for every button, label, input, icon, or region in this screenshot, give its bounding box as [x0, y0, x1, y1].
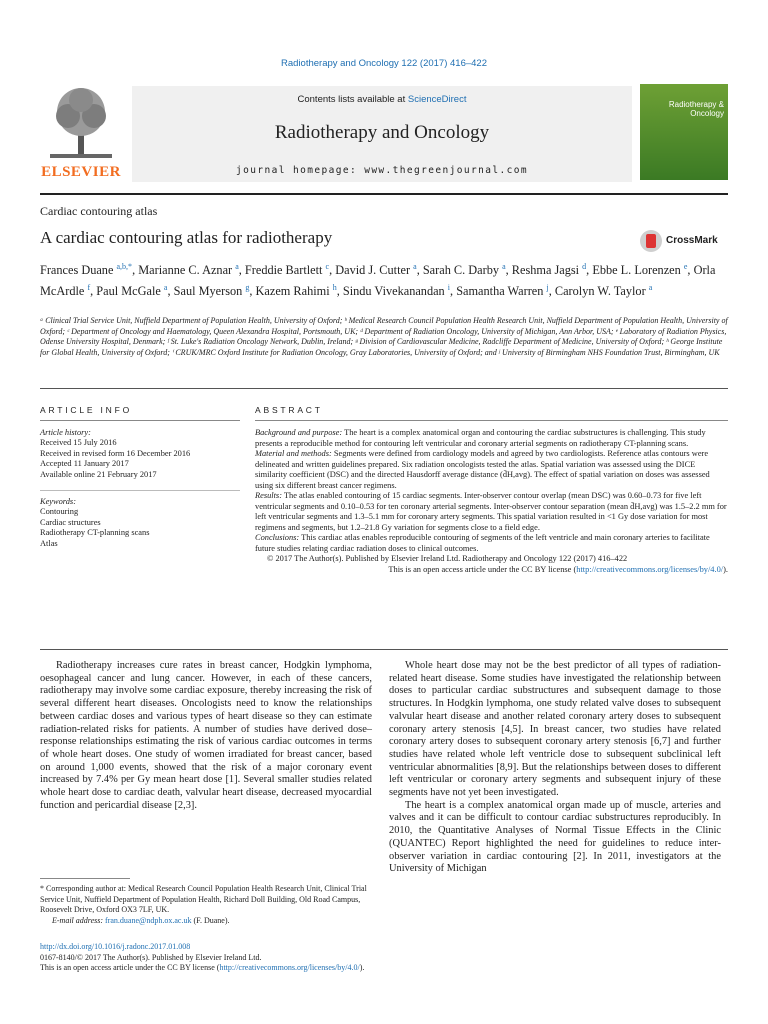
author-affiliation-marker[interactable]: a — [502, 262, 506, 271]
footer-license-link[interactable]: http://creativecommons.org/licenses/by/4.0/ — [219, 963, 360, 973]
license-suffix: ). — [723, 564, 728, 574]
abstract-results-label: Results: — [255, 491, 282, 500]
author-list: Frances Duane $^{a,b,*}$, Marianne C. Aznar $^a$, Freddie Bartlett $^c$, David J. Cutter $^a$, Sarah C. Darby $^a$, Reshma Jagsi $^d$, Ebbe L. Lorenzen $^e$, Orla McArdle $^f$, Paul McGale $^a$, Saul Myerson $^g$, Kazem Rahimi $^h$, Sindu Vivekanandan $^i$, Samantha Warren $^j$, Carolyn W. Taylor $^a$ — [40, 262, 716, 299]
abstract-methods-label: Material and methods: — [255, 449, 332, 458]
author-affiliation-marker[interactable]: g — [245, 283, 250, 293]
author-affiliation-marker[interactable]: c — [325, 262, 330, 271]
author-name-text: Freddie Bartlett — [244, 263, 323, 278]
history-label: Article history: — [40, 428, 91, 437]
keyword: Radiotherapy CT-planning scans — [40, 528, 150, 538]
author-name — [512, 263, 586, 277]
author-name-text: Paul McGale — [96, 284, 161, 299]
abstract-conclusions-label: Conclusions: — [255, 533, 300, 542]
keyword: Cardiac structures — [40, 517, 101, 527]
author-affiliation-marker[interactable]: a — [163, 283, 168, 293]
author-name — [96, 284, 167, 298]
keyword: Contouring — [40, 507, 79, 517]
abstract-bg: The heart is a complex anatomical organ and contouring the cardiac substructures is challenging. This study presents a reproducible method for contouring left ventricular and coronary arterial segments on radiotherapy CT-planning scans. — [255, 428, 706, 448]
author-affiliation-marker[interactable]: a — [235, 262, 239, 271]
author-name — [174, 284, 250, 298]
author-name-text: Frances Duane — [40, 263, 114, 278]
author-name — [335, 263, 416, 277]
abstract-heading: ABSTRACT — [255, 405, 323, 415]
body-paragraph: Whole heart dose may not be the best predictor of all types of radiation-related heart disease. Some studies have investigated the relationship between doses to particular cardiac substructures and subsequent damage to those structures. In Hodgkin lymphoma, one study related valve doses to subsequent valvular heart disease and another related coronary artery doses to subsequent coronary artery stenosis [4,5]. In breast cancer, two studies have related coronary artery doses to subsequent coronary artery stenosis [6,7] and further studies have related whole left ventricle dose to subsequent subclinical left ventricular abnormalities [8,9]. But the relationships between doses to different left ventricular or coronary artery segments and subsequent injury of these segments have not yet been investigated. — [389, 660, 721, 799]
abstract-results: The atlas enabled contouring of 15 cardiac segments. Inter-observer contour overlap (mean DSC) was 0.60–0.73 for five left ventricular segments and 0.10–0.53 for ten coronary arterial segments. Inter-observer contour separation (mean d̄H,avg) was 1.5–2.2 mm for left ventricular segments and 1.3–5.1 mm for coronary artery segments. This spatial variation resulted in <1 Gy dose variation for most regimens and segments, but 1.2–21.8 Gy variation for segments close to a field edge. — [255, 491, 727, 532]
keywords-label: Keywords: — [40, 497, 76, 507]
crossmark-button[interactable] — [640, 230, 730, 256]
footer-license-text: This is an open access article under the CC BY license ( — [40, 963, 220, 973]
license-link[interactable]: http://creativecommons.org/licenses/by/4.0/ — [576, 564, 724, 574]
author-name-text: Ebbe L. Lorenzen — [592, 263, 681, 278]
author-affiliation-marker[interactable]: a — [413, 262, 417, 271]
author-affiliation-marker[interactable]: a,b,* — [116, 262, 133, 271]
sciencedirect-link[interactable]: ScienceDirect — [407, 94, 467, 105]
section-divider — [40, 388, 728, 389]
author-name — [138, 263, 239, 277]
author-name — [592, 263, 687, 277]
email-label: E-mail address: — [52, 915, 104, 925]
contents-line — [132, 94, 632, 105]
issn-line: 0167-8140/© 2017 The Author(s). Published by Elsevier Ireland Ltd. — [40, 952, 262, 962]
history-received: Received 15 July 2016 — [40, 438, 117, 448]
license-text: This is an open access article under the CC BY license ( — [388, 564, 577, 574]
author-name-text: Marianne C. Aznar — [138, 263, 233, 278]
top-divider — [40, 193, 728, 195]
corresponding-author-footnote — [40, 884, 370, 926]
masthead — [40, 84, 728, 184]
doi-link[interactable]: http://dx.doi.org/10.1016/j.radonc.2017.01.008 — [40, 942, 191, 951]
author-name — [245, 263, 329, 277]
author-name — [40, 263, 132, 277]
author-name-text: Saul Myerson — [173, 284, 243, 299]
body-paragraph: Radiotherapy increases cure rates in breast cancer, Hodgkin lymphoma, oesophageal cancer and lung cancer. However, in each of these cancers, radiotherapy may involve some cardiac exposure, thereby increasing the risk of several different heart diseases. Oncologists need to know the relationships between cardiac doses and various types of heart disease so they can estimate radiation-related risks for patients. A number of studies have derived dose–response relationships estimating the risk of various cardiac outcomes in terms of whole heart doses. One study of women irradiated for breast cancer, based on around 1,000 events, showed that the risk of a major coronary event increased by 7.4% per Gy mean heart dose [1]. Several smaller studies related whole heart dose to cardiac death, valvular heart disease, decreased myocardial function and pericardial disease [2,3]. — [40, 660, 372, 811]
keyword: Atlas — [40, 538, 58, 548]
footnote-divider — [40, 878, 130, 879]
footnote-text: * Corresponding author at: Medical Research Council Population Health Research Unit, Clinical Trial Service Unit, Nuffield Department of Population Health, Richard Doll Building, Old Road Campus, Roosevelt Drive, Oxford OX3 7LF, UK. — [40, 884, 367, 915]
author-affiliation-marker[interactable]: e — [683, 262, 688, 271]
page-footer — [40, 942, 540, 974]
author-affiliation-marker[interactable]: j — [546, 283, 549, 293]
author-name-text: Sindu Vivekanandan — [342, 284, 445, 299]
article-info-heading: ARTICLE INFO — [40, 405, 133, 415]
author-name-text: Kazem Rahimi — [255, 284, 330, 299]
article-title: A cardiac contouring atlas for radiotherapy — [40, 228, 333, 247]
contents-label: Contents lists available at — [297, 94, 408, 105]
author-affiliation-marker[interactable]: h — [332, 283, 337, 293]
email-suffix: (F. Duane). — [193, 915, 230, 925]
abstract-heading-rule — [255, 420, 728, 421]
journal-reference[interactable]: Radiotherapy and Oncology 122 (2017) 416–422 — [281, 58, 487, 69]
journal-homepage[interactable]: journal homepage: www.thegreenjournal.com — [236, 165, 528, 176]
history-accepted: Accepted 11 January 2017 — [40, 459, 129, 469]
abstract-bg-label: Background and purpose: — [255, 428, 343, 437]
author-name — [423, 263, 506, 277]
publisher-wordmark: ELSEVIER — [41, 164, 121, 180]
history-online: Available online 21 February 2017 — [40, 469, 157, 479]
crossmark-label: CrossMark — [666, 235, 718, 246]
abstract-conclusions: This cardiac atlas enables reproducible contouring of segments of the left ventricle and main coronary arteries to facilitate future studies relating cardiac radiation doses to clinical outcomes. — [255, 533, 710, 553]
abstract-copyright: © 2017 The Author(s). Published by Elsevier Ireland Ltd. Radiotherapy and Oncology 122 (2017) 416–422 — [267, 554, 628, 563]
affiliations: ᵃ Clinical Trial Service Unit, Nuffield Department of Population Health, University of Oxford; ᵇ Medical Research Council Population Health Research Unit, Nuffield Department of Population Health, University of Oxford; ᶜ Department of Oncology and Haematology, Queen Alexandra Hospital, Portsmouth, UK; ᵈ Department of Radiation Oncology, University of Michigan, Ann Arbor, USA; ᵉ Laboratory of Radiation Physics, Odense University Hospital, Denmark; ᶠ St. Luke's Radiation Oncology Network, Dublin, Ireland; ᵍ Division of Cardiovascular Medicine, Radcliffe Department of Medicine, University of Oxford; ʰ George Institute for Global Health, University of Oxford; ⁱ CRUK/MRC Oxford Institute for Radiation Oncology, Gray Laboratories, University of Oxford; and ʲ University of Birmingham NHS Foundation Trust, Birmingham, UK — [40, 316, 728, 357]
journal-banner — [132, 86, 632, 182]
author-name — [256, 284, 337, 298]
author-affiliation-marker[interactable]: f — [87, 283, 91, 293]
email-link[interactable]: fran.duane@ndph.ox.ac.uk — [105, 915, 192, 925]
body-column-right — [389, 660, 721, 876]
history-revised: Received in revised form 16 December 2016 — [40, 448, 191, 458]
abstract — [255, 428, 728, 575]
cover-title: Radiotherapy & Oncology — [668, 100, 724, 118]
author-name-text: Samantha Warren — [456, 284, 544, 299]
author-name-text: Reshma Jagsi — [511, 263, 580, 278]
body-column-left — [40, 660, 372, 812]
author-name — [555, 284, 652, 298]
author-name — [456, 284, 549, 298]
abstract-methods: Segments were defined from cardiology models and agreed by two cardiologists. Reference atlas contours were delineated and written guidelines prepared. Six radiation oncologists tested the atlas. Spatial variation was assessed using the DICE similarity coefficient (DSC) and the directed Hausdorff average distance (d̄H,avg). The effect of spatial variation on doses was assessed using six different breast cancer regimens. — [255, 449, 710, 490]
crossmark-icon — [640, 230, 662, 252]
article-type: Cardiac contouring atlas — [40, 204, 158, 218]
author-name-text: David J. Cutter — [335, 263, 411, 278]
author-name-text: Carolyn W. Taylor — [554, 284, 646, 299]
author-affiliation-marker[interactable]: i — [447, 283, 451, 293]
journal-cover-thumbnail[interactable] — [640, 84, 728, 180]
author-name-text: Sarah C. Darby — [422, 263, 499, 278]
author-affiliation-marker[interactable]: a — [648, 283, 653, 293]
footer-license-suffix: ). — [359, 963, 365, 973]
info-heading-rule — [40, 420, 240, 421]
body-paragraph: The heart is a complex anatomical organ made up of muscle, arteries and valves and it can be difficult to contour cardiac substructures reproducibly. In 2010, the Quantitative Analyses of Normal Tissue Effects in the Clinic (QUANTEC) Report highlighted the need for guidelines to reduce inter-observer variation in cardiac contouring [2]. In 2011, investigators at the University of Michigan — [389, 799, 721, 875]
author-affiliation-marker[interactable]: d — [582, 262, 587, 271]
author-name-text: Orla McArdle — [40, 263, 716, 299]
author-name — [343, 284, 450, 298]
journal-title: Radiotherapy and Oncology — [274, 122, 490, 143]
article-info — [40, 428, 240, 549]
abstract-divider — [40, 649, 728, 650]
